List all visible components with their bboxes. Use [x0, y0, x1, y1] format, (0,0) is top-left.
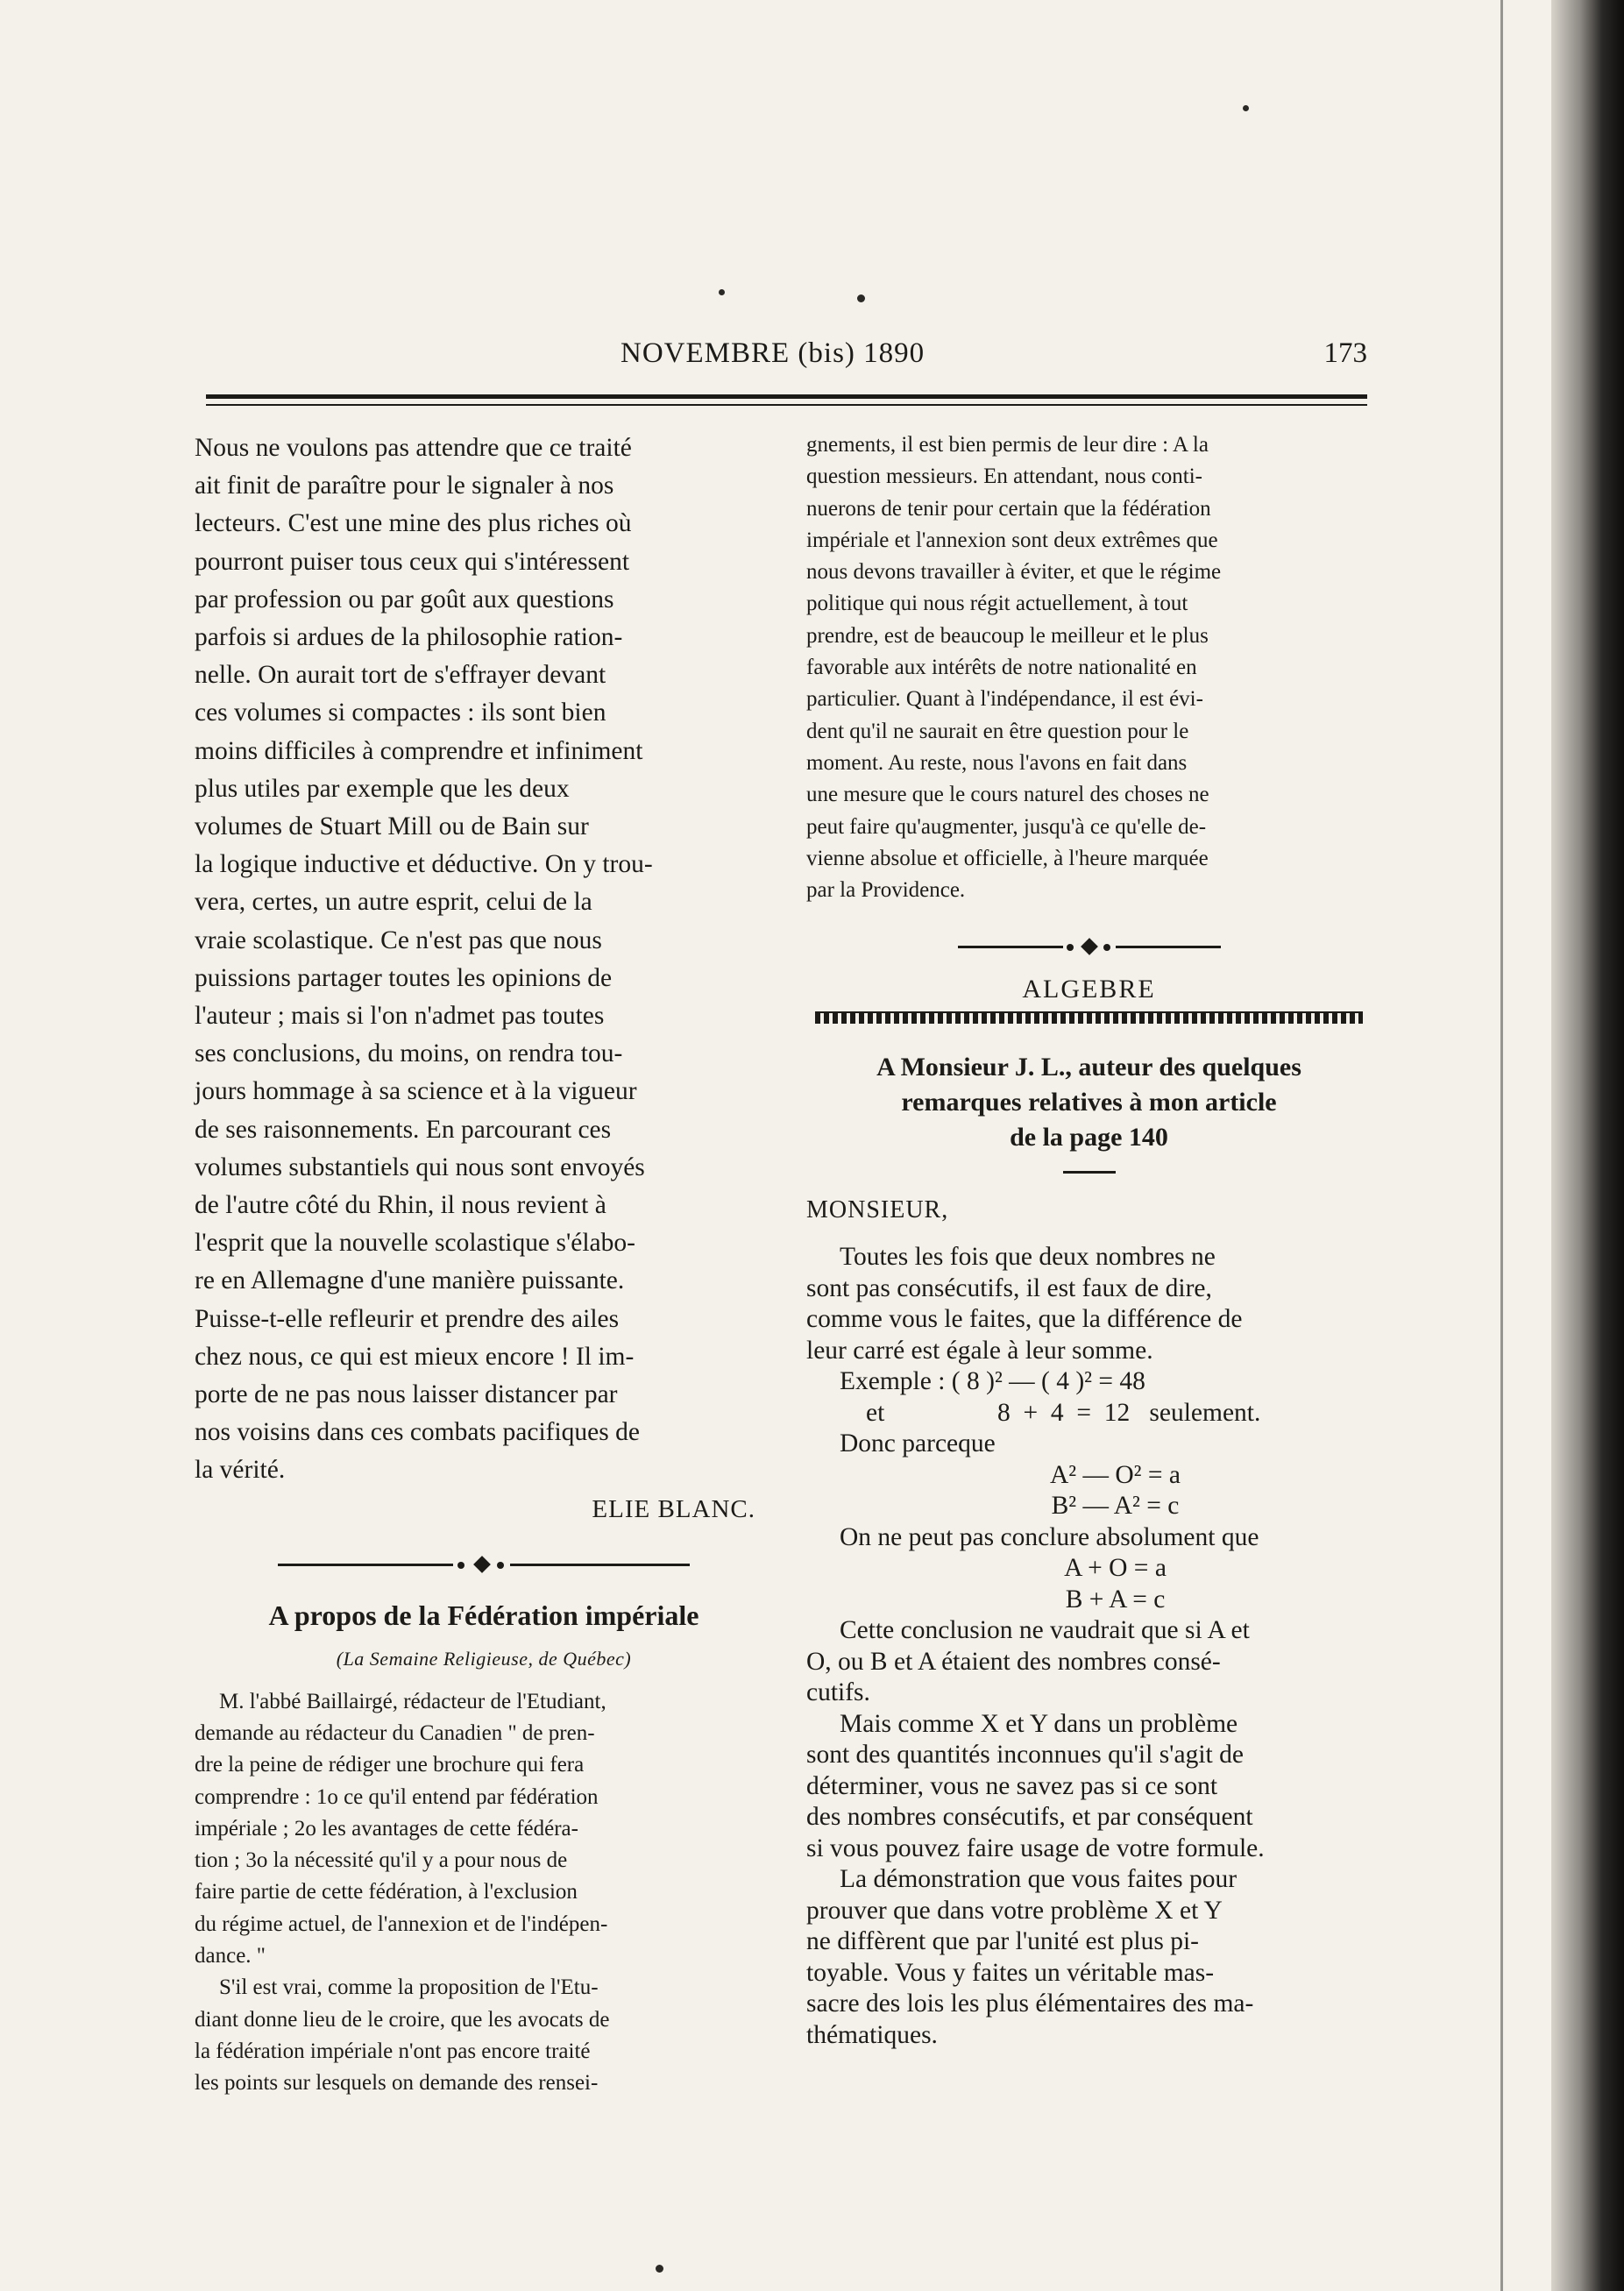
text-line: peut faire qu'augmenter, jusqu'à ce qu'elle de-: [806, 814, 1207, 839]
ink-speck: [1243, 105, 1249, 111]
text-line: la fédération impériale n'ont pas encore traité: [195, 2039, 591, 2063]
text-line: moins difficiles à comprendre et infiniment: [195, 736, 643, 765]
text-line: O, ou B et A étaient des nombres consé-: [806, 1647, 1221, 1676]
example-expression: ( 8 )² — ( 4 )² = 48: [951, 1367, 1145, 1396]
text-line: nelle. On aurait tort de s'effrayer devant: [195, 661, 606, 690]
text-line: plus utiles par exemple que les deux: [195, 774, 570, 803]
text-line: vienne absolue et officielle, à l'heure marquée: [806, 846, 1209, 870]
text-line: nuerons de tenir pour certain que la fédération: [806, 496, 1211, 521]
wavy-rule: [815, 1011, 1363, 1024]
paragraph: [806, 1709, 1372, 1865]
ornament-divider: [958, 938, 1221, 955]
text-line: gnements, il est bien permis de leur dire : A la: [806, 433, 1209, 457]
text-line: re en Allemagne d'une manière puissante.: [195, 1266, 625, 1295]
text-line: vraie scolastique. Ce n'est pas que nous: [195, 926, 602, 954]
text-line: prouver que dans votre problème X et Y: [806, 1896, 1223, 1925]
and-line: [840, 1398, 1372, 1429]
text-line: lecteurs. C'est une mine des plus riches où: [195, 509, 632, 538]
short-rule: [1063, 1171, 1116, 1174]
text-line: impériale et l'annexion sont deux extrêmes que: [806, 528, 1218, 552]
text-line: la vérité.: [195, 1456, 286, 1485]
article-source: (La Semaine Religieuse, de Québec): [336, 1647, 632, 1670]
only-label: seulement.: [1149, 1398, 1261, 1427]
running-title: NOVEMBRE (bis) 1890: [621, 337, 925, 369]
article-continuation: [806, 429, 1372, 906]
text-line: toyable. Vous y faites un véritable mas-: [806, 1958, 1215, 1987]
text-line: moment. Au reste, nous l'avons en fait dans: [806, 750, 1188, 775]
article-body: [195, 1686, 773, 2100]
ink-speck: [656, 2265, 663, 2273]
text-line: nos voisins dans ces combats pacifiques de: [195, 1418, 640, 1447]
text-line: demande au rédacteur du Canadien " de pren-: [195, 1720, 595, 1745]
text-line: Mais comme X et Y dans un problème: [840, 1709, 1238, 1738]
left-column: [195, 429, 773, 2100]
example-label: Exemple :: [840, 1367, 946, 1396]
ink-speck: [857, 294, 865, 302]
salutation: MONSIEUR,: [806, 1196, 949, 1224]
ornament-divider: [278, 1556, 690, 1573]
text-line: faire partie de cette fédération, à l'exclusion: [195, 1880, 578, 1904]
text-line: comme vous le faites, que la différence de: [806, 1305, 1243, 1334]
page-number: 173: [1323, 337, 1367, 369]
text-line: sacre des lois les plus élémentaires des ma-: [806, 1990, 1254, 2018]
text-line: ne diffèrent que par l'unité est plus pi-: [806, 1927, 1199, 1956]
donc-line: Donc parceque: [840, 1429, 996, 1458]
and-expression: 8 + 4 = 12: [997, 1398, 1131, 1427]
text-line: de l'autre côté du Rhin, il nous revient à: [195, 1191, 606, 1220]
page-spine-shadow: [1551, 0, 1624, 2291]
text-line: comprendre : 1o ce qu'il entend par fédération: [195, 1784, 599, 1809]
text-line: porte de ne pas nous laisser distancer par: [195, 1380, 618, 1409]
text-line: prendre, est de beaucoup le meilleur et le plus: [806, 623, 1209, 648]
text-line: volumes de Stuart Mill ou de Bain sur: [195, 812, 589, 841]
text-line: la logique inductive et déductive. On y trou-: [195, 850, 653, 879]
text-line: par profession ou par goût aux questions: [195, 585, 614, 614]
and-label: et: [866, 1398, 885, 1427]
equation: B² — A² = c: [1051, 1492, 1180, 1521]
text-line: La démonstration que vous faites pour: [840, 1865, 1238, 1894]
text-line: ces volumes si compactes : ils sont bien: [195, 699, 606, 727]
text-line: chez nous, ce qui est mieux encore ! Il im-: [195, 1342, 635, 1371]
equation: A + O = a: [1064, 1554, 1167, 1583]
text-line: Toutes les fois que deux nombres ne: [840, 1243, 1216, 1272]
text-line: dent qu'il ne saurait en être question pour le: [806, 719, 1189, 743]
text-line: nous devons travailler à éviter, et que le régime: [806, 560, 1222, 585]
text-line: cutifs.: [806, 1678, 870, 1707]
text-line: volumes substantiels qui nous sont envoyés: [195, 1153, 645, 1181]
right-column: [806, 429, 1372, 2051]
text-line: dance. ": [195, 1944, 266, 1968]
section-title: ALGEBRE: [1022, 975, 1156, 1004]
text-line: si vous pouvez faire usage de votre formule.: [806, 1834, 1265, 1862]
text-line: particulier. Quant à l'indépendance, il est évi-: [806, 687, 1203, 712]
equation: B + A = c: [1065, 1585, 1166, 1614]
text-line: parfois si ardues de la philosophie ration-: [195, 623, 623, 652]
text-line: une mesure que le cours naturel des choses ne: [806, 783, 1209, 807]
address-title-line: de la page 140: [1010, 1123, 1168, 1153]
ink-speck: [719, 289, 725, 295]
text-line: pourront puiser tous ceux qui s'intéressent: [195, 547, 630, 576]
address-title-line: remarques relatives à mon article: [901, 1088, 1277, 1117]
text-line: leur carré est égale à leur somme.: [806, 1336, 1153, 1365]
article-title: A propos de la Fédération impériale: [268, 1599, 699, 1631]
header-rule-thick: [206, 394, 1367, 399]
text-line: déterminer, vous ne savez pas si ce sont: [806, 1771, 1218, 1800]
text-line: dre la peine de rédiger une brochure qui fera: [195, 1753, 585, 1777]
page-edge-line: [1500, 0, 1503, 2291]
text-line: jours hommage à sa science et à la vigueur: [195, 1077, 637, 1106]
text-line: M. l'abbé Baillairgé, rédacteur de l'Etudiant,: [219, 1689, 606, 1713]
text-line: ses conclusions, du moins, on rendra tou-: [195, 1039, 623, 1068]
address-title: [806, 1050, 1372, 1155]
example-block: [806, 1366, 1372, 1460]
text-line: favorable aux intérêts de notre nationalité en: [806, 656, 1197, 680]
text-line: vera, certes, un autre esprit, celui de la: [195, 888, 592, 917]
review-paragraph: [195, 429, 773, 1490]
text-line: sont pas consécutifs, il est faux de dire,: [806, 1273, 1212, 1302]
text-line: les points sur lesquels on demande des rensei-: [195, 2071, 599, 2096]
text-line: question messieurs. En attendant, nous conti-: [806, 465, 1203, 489]
text-line: puissions partager toutes les opinions de: [195, 963, 613, 992]
text-line: politique qui nous régit actuellement, à tout: [806, 592, 1188, 616]
text-line: thématiques.: [806, 2020, 938, 2049]
text-line: impériale ; 2o les avantages de cette fédéra-: [195, 1816, 578, 1841]
equation: A² — O² = a: [1049, 1460, 1181, 1489]
signature: ELIE BLANC.: [592, 1494, 755, 1523]
text-line: l'auteur ; mais si l'on n'admet pas toutes: [195, 1002, 605, 1031]
text-line: par la Providence.: [806, 878, 966, 903]
header-rule-thin: [206, 404, 1367, 406]
text-line: S'il est vrai, comme la proposition de l'Etu-: [219, 1975, 599, 2000]
text-line: Cette conclusion ne vaudrait que si A et: [840, 1616, 1250, 1645]
page-header: [202, 337, 1367, 390]
text-line: ait finit de paraître pour le signaler à nos: [195, 472, 614, 500]
text-line: des nombres consécutifs, et par conséquent: [806, 1803, 1253, 1832]
text-line: sont des quantités inconnues qu'il s'agit de: [806, 1741, 1244, 1770]
address-title-line: A Monsieur J. L., auteur des quelques: [876, 1053, 1301, 1082]
text-line: diant donne lieu de le croire, que les avocats de: [195, 2007, 610, 2032]
text-line: l'esprit que la nouvelle scolastique s'élabo-: [195, 1229, 635, 1258]
text-line: Nous ne voulons pas attendre que ce traité: [195, 434, 632, 462]
paragraph: [806, 1242, 1372, 1366]
text-line: du régime actuel, de l'annexion et de l'indépen-: [195, 1912, 608, 1936]
paragraph: [806, 1615, 1372, 1709]
text-line: Puisse-t-elle refleurir et prendre des ailes: [195, 1304, 620, 1333]
paragraph: [806, 1864, 1372, 2051]
example-line: [840, 1366, 1372, 1398]
text-line: tion ; 3o la nécessité qu'il y a pour nous de: [195, 1848, 568, 1873]
text-line: On ne peut pas conclure absolument que: [840, 1522, 1259, 1551]
text-line: de ses raisonnements. En parcourant ces: [195, 1115, 612, 1144]
